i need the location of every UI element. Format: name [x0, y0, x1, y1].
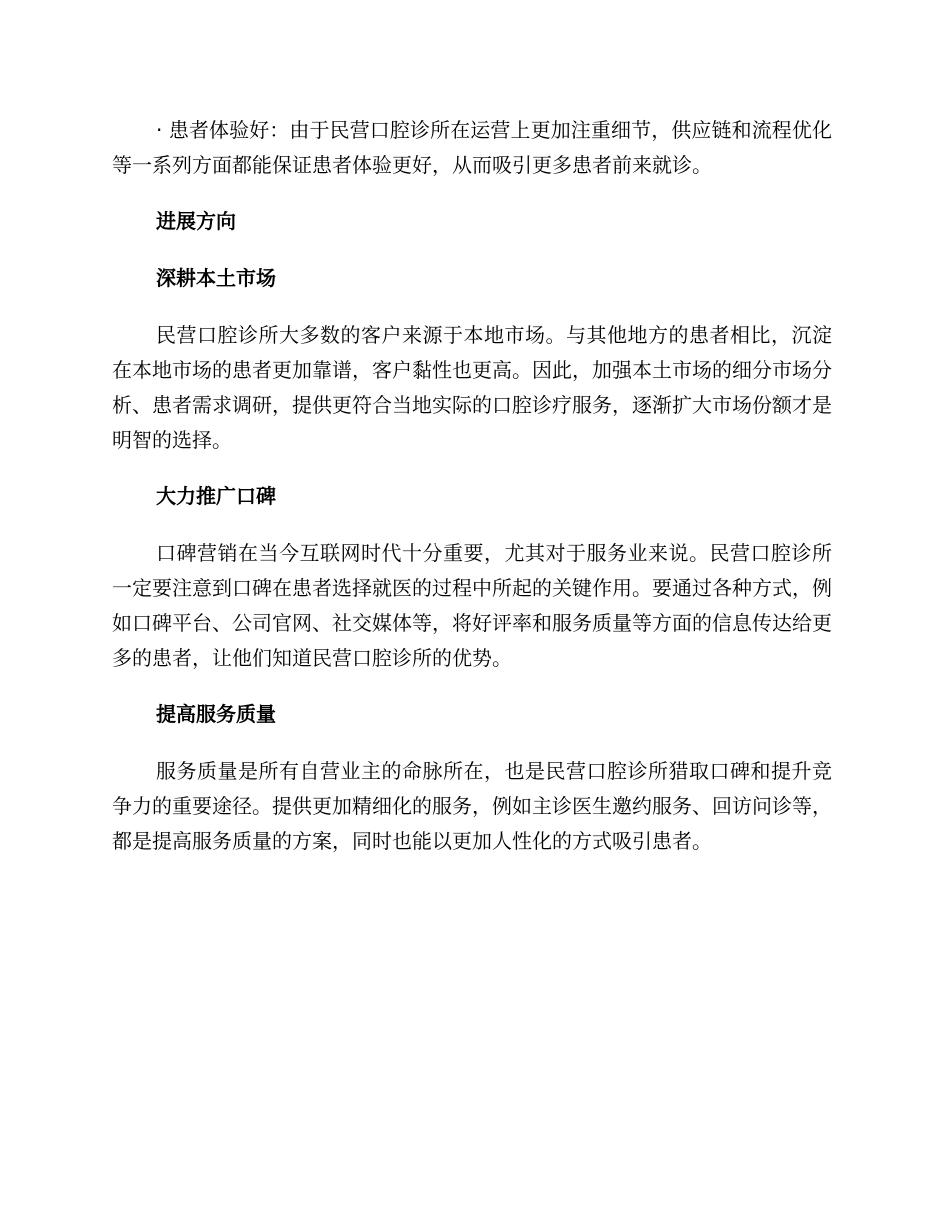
paragraph-word-of-mouth: 口碑营销在当今互联网时代十分重要，尤其对于服务业来说。民营口腔诊所一定要注意到口碑在患者选择就医的过程中所起的关键作用。要通过各种方式，例如口碑平台、公司官网、社交媒体等，将好评率和服务质量等方面的信息传达给更多的患者，让他们知道民营口腔诊所的优势。 [112, 541, 832, 670]
subheading-service-quality: 提高服务质量 [156, 702, 276, 726]
document-page [112, 113, 832, 859]
subheading-local-market: 深耕本土市场 [156, 266, 276, 290]
section-heading-development-direction: 进展方向 [156, 209, 236, 233]
paragraph-service-quality: 服务质量是所有自营业主的命脉所在，也是民营口腔诊所猎取口碑和提升竞争力的重要途径。提供更加精细化的服务，例如主诊医生邀约服务、回访问诊等，都是提高服务质量的方案，同时也能以更加人性化的方式吸引患者。 [112, 759, 832, 853]
paragraph-local-market: 民营口腔诊所大多数的客户来源于本地市场。与其他地方的患者相比，沉淀在本地市场的患者更加靠谱，客户黏性也更高。因此，加强本土市场的细分市场分析、患者需求调研，提供更符合当地实际的口腔诊疗服务，逐渐扩大市场份额才是明智的选择。 [112, 323, 832, 452]
subheading-word-of-mouth: 大力推广口碑 [156, 484, 276, 508]
bullet-paragraph-patient-experience: · 患者体验好：由于民营口腔诊所在运营上更加注重细节，供应链和流程优化等一系列方面都能保证患者体验更好，从而吸引更多患者前来就诊。 [112, 118, 832, 177]
